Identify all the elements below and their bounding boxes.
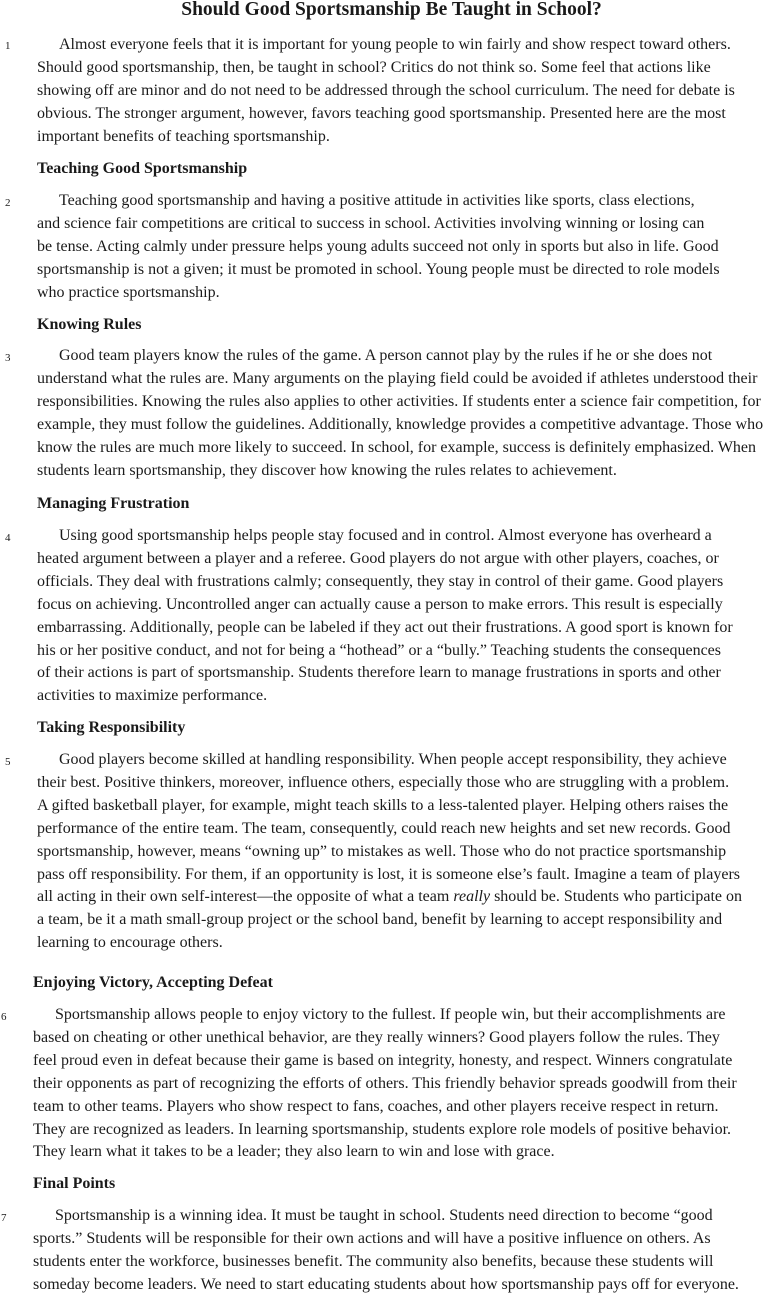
paragraph-line: A gifted basketball player, for example, might teach skills to a less-talented player. Helping others raises the <box>37 796 729 814</box>
paragraph-line: heated argument between a player and a referee. Good players do not argue with other players, coaches, or <box>37 549 719 567</box>
paragraph-line: his or her positive conduct, and not for being a “hothead” or a “bully.” Teaching students the consequences <box>37 641 721 659</box>
section-heading: Final Points <box>33 1175 116 1192</box>
paragraph-line: Should good sportsmanship, then, be taught in school? Critics do not think so. Some feel that actions like <box>37 58 711 76</box>
paragraph-line: Teaching good sportsmanship and having a positive attitude in activities like sports, class elections, <box>59 192 695 209</box>
paragraph-line: team to other teams. Players who show respect to fans, coaches, and other players receive respect in return. <box>33 1097 719 1115</box>
paragraph-line: embarrassing. Additionally, people can be labeled if they act out their frustrations. A good sport is known for <box>37 618 733 636</box>
paragraph-line: students enter the workforce, businesses benefit. The community also benefits, because these students will <box>33 1252 714 1270</box>
paragraph-line: and science fair competitions are critical to success in school. Activities involving winning or losing can <box>37 214 705 232</box>
paragraph-number: 2 <box>5 197 11 209</box>
paragraph-3 <box>37 345 783 482</box>
paragraph-line: important benefits of teaching sportsmanship. <box>37 127 330 145</box>
paragraph-line: showing off are minor and do not need to be addressed through the school curriculum. The need for debate is <box>37 81 735 99</box>
paragraph-line: activities to maximize performance. <box>37 687 268 705</box>
paragraph-2 <box>37 190 783 305</box>
paragraph-5 <box>37 749 783 955</box>
section-heading: Teaching Good Sportsmanship <box>37 160 248 177</box>
paragraph-line: They learn what it takes to be a leader; they also learn to win and lose with grace. <box>33 1143 555 1161</box>
paragraph-line: officials. They deal with frustrations calmly; consequently, they stay in control of their game. Good players <box>37 572 724 590</box>
paragraph-6 <box>33 1004 783 1164</box>
paragraph-line: all acting in their own self-interest—the opposite of what a team really should be. Students who participate on <box>37 888 743 906</box>
section-heading: Managing Frustration <box>37 495 190 512</box>
paragraph-line: learning to encourage others. <box>37 934 223 952</box>
paragraph-line: their opponents as part of recognizing the efforts of others. This friendly behavior spreads goodwill from their <box>33 1074 737 1092</box>
paragraph-line: their best. Positive thinkers, moreover, influence others, especially those who are struggling with a problem. <box>37 773 730 791</box>
paragraph-line: Good players become skilled at handling responsibility. When people accept responsibility, they achieve <box>59 751 727 768</box>
paragraph-line: Good team players know the rules of the game. A person cannot play by the rules if he or she does not <box>59 347 713 364</box>
paragraph-line: be tense. Acting calmly under pressure helps young adults succeed not only in sports but also in life. Good <box>37 237 719 255</box>
paragraph-4 <box>37 525 783 708</box>
section-heading: Taking Responsibility <box>37 719 186 736</box>
emphasis: really <box>453 888 491 906</box>
paragraph-7 <box>33 1205 783 1297</box>
paragraph-line: students learn sportsmanship, they discover how knowing the rules relates to achievement. <box>37 461 617 479</box>
paragraph-line: based on cheating or other unethical behavior, are they really winners? Good players follow the rules. They <box>33 1028 720 1046</box>
paragraph-line: know the rules are much more likely to succeed. In school, for example, success is definitely emphasized. When <box>37 438 757 456</box>
document-title: Should Good Sportsmanship Be Taught in School? <box>181 0 602 20</box>
paragraph-line: example, they must follow the guidelines. Additionally, knowledge provides a competitive advantage. Those who <box>37 415 764 433</box>
paragraph-line: a team, be it a math small-group project or the school band, benefit by learning to accept responsibility and <box>37 911 723 929</box>
paragraph-line: sports.” Students will be responsible for their own actions and will have a positive influence on others. As <box>33 1229 711 1247</box>
paragraph-line: obvious. The stronger argument, however, favors teaching good sportsmanship. Presented here are the most <box>37 104 726 122</box>
paragraph-number: 5 <box>5 756 11 768</box>
section-heading: Enjoying Victory, Accepting Defeat <box>33 974 273 991</box>
paragraph-number: 7 <box>1 1212 7 1224</box>
paragraph-line: Sportsmanship allows people to enjoy victory to the fullest. If people win, but their accomplishments are <box>55 1006 726 1023</box>
paragraph-number: 6 <box>1 1011 7 1023</box>
paragraph-line: Using good sportsmanship helps people stay focused and in control. Almost everyone has overheard a <box>59 527 712 544</box>
paragraph-line: performance of the entire team. The team, consequently, could reach new heights and set new records. Good <box>37 819 731 837</box>
section-heading: Knowing Rules <box>37 316 142 333</box>
paragraph-line: understand what the rules are. Many arguments on the playing field could be avoided if athletes understood their <box>37 369 758 387</box>
paragraph-number: 4 <box>5 532 11 544</box>
paragraph-line: pass off responsibility. For them, if an opportunity is lost, it is someone else’s fault. Imagine a team of players <box>37 865 740 883</box>
paragraph-line: who practice sportsmanship. <box>37 283 220 301</box>
paragraph-line: Almost everyone feels that it is important for young people to win fairly and show respect toward others. <box>59 36 731 53</box>
paragraph-line: responsibilities. Knowing the rules also applies to other activities. If students enter a science fair competition, for <box>37 392 761 410</box>
paragraph-line: They are recognized as leaders. In learning sportsmanship, students explore role models of positive behavior. <box>33 1120 732 1138</box>
paragraph-1 <box>37 34 783 149</box>
paragraph-line: sportsmanship is not a given; it must be promoted in school. Young people must be directed to role models <box>37 260 720 278</box>
paragraph-number: 1 <box>5 40 11 52</box>
paragraph-line: sportsmanship, however, means “owning up” to mistakes as well. Those who do not practice sportsmanship <box>37 842 727 860</box>
paragraph-line: someday become leaders. We need to start educating students about how sportsmanship pays off for everyone. <box>33 1275 739 1293</box>
paragraph-line: Sportsmanship is a winning idea. It must be taught in school. Students need direction to become “good <box>55 1207 713 1224</box>
paragraph-number: 3 <box>5 352 11 364</box>
paragraph-line: focus on achieving. Uncontrolled anger can actually cause a person to make errors. This result is especially <box>37 595 723 613</box>
paragraph-line: feel proud even in defeat because their game is based on integrity, honesty, and respect. Winners congratulate <box>33 1051 733 1069</box>
paragraph-line: of their actions is part of sportsmanship. Students therefore learn to manage frustrations in sports and other <box>37 664 721 682</box>
